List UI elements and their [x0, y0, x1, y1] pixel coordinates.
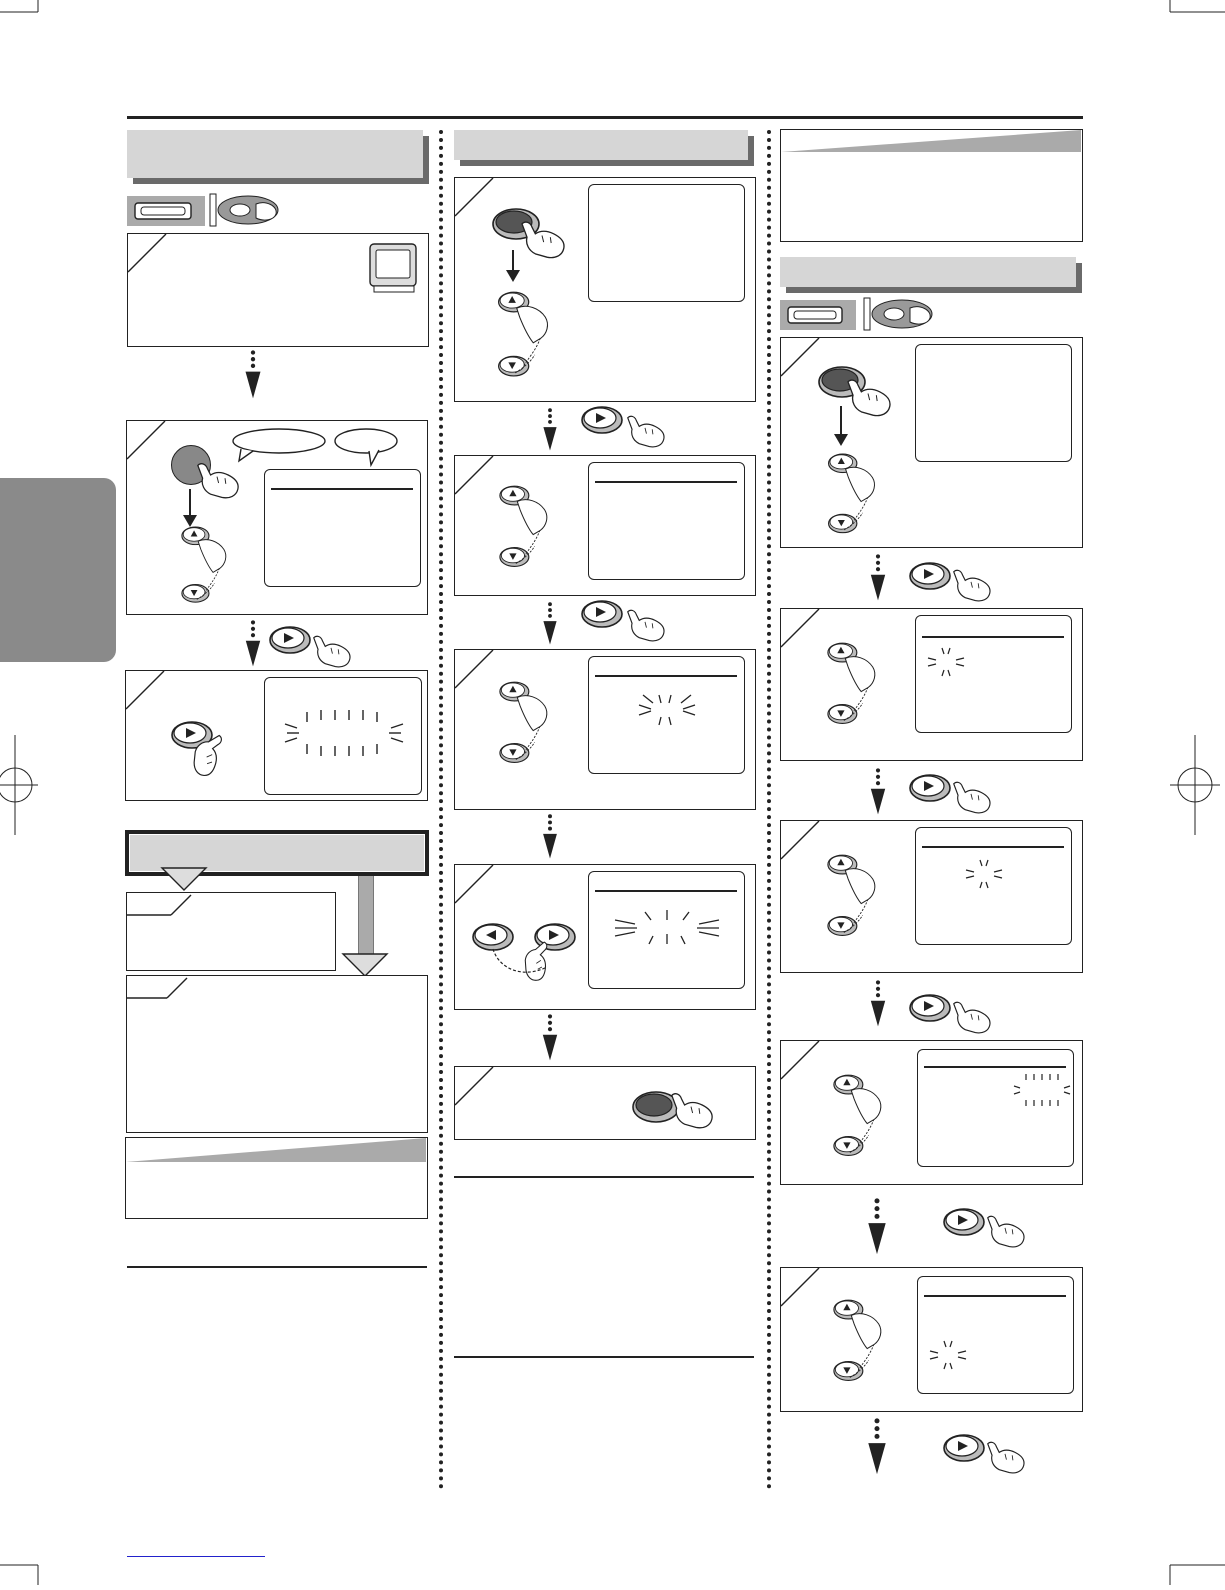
column-separator-2 [767, 130, 771, 1490]
step-corner-line [455, 650, 495, 690]
step-corner-line [781, 1041, 821, 1081]
arrow-head [506, 270, 520, 282]
dotted-down-arrow-icon [868, 980, 888, 1028]
dashed-swipe-line [489, 945, 559, 985]
step-box-3 [125, 670, 428, 801]
dotted-down-arrow-icon [540, 1014, 560, 1062]
top-rule [127, 116, 1083, 119]
dotted-down-arrow-icon [243, 620, 263, 668]
step-box-12 [780, 1040, 1083, 1185]
dotted-down-arrow-icon [540, 602, 560, 646]
blinking-marks-icon [930, 1341, 966, 1369]
arrow-head [834, 434, 848, 446]
step-box-7 [454, 864, 756, 1010]
step-box-4 [454, 177, 756, 402]
step-corner-line [455, 1067, 495, 1107]
speech-bubble-2 [333, 427, 399, 465]
step-corner-line [781, 338, 821, 378]
tv-screen-3 [588, 184, 745, 302]
remote-hand-icon [210, 192, 282, 228]
step-corner-line [781, 821, 821, 861]
crop-mark-top-left [0, 0, 40, 20]
blinking-marks-icon [285, 708, 403, 758]
pressing-hand-icon [302, 632, 360, 668]
tv-screen-9 [915, 827, 1072, 945]
dotted-down-arrow-icon [243, 350, 263, 400]
pressing-hand-icon [942, 778, 1000, 814]
pressing-hand-icon [942, 998, 1000, 1034]
tv-screen-1 [264, 469, 421, 587]
up-down-buttons-icon [491, 680, 571, 774]
tv-screen-10 [917, 1049, 1074, 1167]
step-box-8 [454, 1066, 756, 1140]
step-corner-line [781, 609, 821, 649]
column-separator-1 [439, 130, 443, 1490]
up-down-buttons-icon [819, 452, 899, 544]
dotted-down-arrow-icon [866, 1418, 888, 1476]
step-corner-line [128, 234, 168, 274]
section-header-3 [780, 257, 1076, 287]
up-down-buttons-icon [825, 1073, 905, 1167]
dotted-down-arrow-icon [866, 1198, 888, 1256]
registration-mark-right [1165, 735, 1220, 835]
section-rule-1 [127, 1266, 427, 1268]
up-down-buttons-icon [171, 525, 251, 613]
step-box-2 [126, 420, 428, 615]
up-down-buttons-icon [825, 1298, 905, 1392]
pressing-hand-icon [976, 1212, 1034, 1248]
tv-screen-4 [588, 462, 745, 580]
section-rule-3 [454, 1356, 754, 1358]
up-down-buttons-icon [491, 484, 571, 578]
remote-hand-icon [864, 296, 934, 332]
pressing-hand-icon [185, 730, 236, 781]
step-corner-line [127, 976, 191, 1000]
vcr-icon [127, 196, 205, 226]
blinking-marks-icon [639, 695, 695, 725]
branch-arrow-left [162, 868, 206, 892]
step-box-1 [127, 233, 429, 347]
step-box-6 [454, 649, 756, 810]
footer-link-underline[interactable] [127, 1556, 265, 1557]
section-header-2 [454, 130, 748, 160]
pressing-hand-icon [976, 1438, 1034, 1474]
note-wedge [781, 130, 1081, 154]
screen-title-rule [271, 488, 413, 490]
side-section-tab [0, 478, 116, 662]
screen-title-rule [922, 846, 1064, 848]
step-box-11 [780, 820, 1083, 973]
note-box-2 [780, 129, 1083, 242]
section-rule-2 [454, 1176, 754, 1178]
note-wedge [126, 1138, 426, 1164]
step-corner-line [781, 1268, 821, 1308]
down-arrow-line [840, 406, 842, 436]
step-box-13 [780, 1267, 1083, 1412]
screen-title-rule [595, 890, 737, 892]
step-corner-line [455, 178, 495, 218]
pressing-hand-icon [193, 459, 241, 499]
registration-mark-left [0, 735, 40, 835]
pressing-hand-icon [616, 412, 674, 448]
blinking-marks-icon [1014, 1074, 1070, 1106]
pressing-hand-icon [843, 374, 893, 418]
step-box-5 [454, 455, 756, 596]
pressing-hand-icon [661, 1089, 721, 1129]
branch-box-b [126, 975, 428, 1133]
tv-screen-8 [915, 615, 1072, 733]
tv-screen-2 [264, 677, 422, 795]
pressing-hand-icon [616, 606, 674, 642]
branch-box-a [126, 892, 336, 971]
crop-mark-bottom-left [0, 1565, 40, 1585]
step-box-9 [780, 337, 1083, 548]
tv-icon [368, 242, 420, 296]
dotted-down-arrow-icon [868, 768, 888, 816]
blinking-marks-icon [928, 648, 964, 676]
dotted-down-arrow-icon [540, 814, 560, 860]
blinking-marks-icon [966, 860, 1002, 888]
section-header-1 [127, 130, 423, 178]
tv-screen-6 [588, 871, 745, 989]
dotted-down-arrow-icon [540, 408, 560, 452]
dotted-down-arrow-icon [868, 554, 888, 602]
screen-title-rule [595, 481, 737, 483]
pressing-hand-icon [517, 216, 567, 260]
screen-title-rule [595, 675, 737, 677]
step-corner-line [126, 671, 166, 711]
crop-mark-bottom-right [1170, 1565, 1225, 1585]
tv-screen-5 [588, 656, 745, 774]
step-corner-line [455, 865, 495, 905]
up-down-buttons-icon [819, 853, 899, 947]
screen-title-rule [922, 636, 1064, 638]
step-corner-line [455, 456, 495, 496]
step-corner-line [127, 893, 191, 917]
tv-screen-11 [917, 1276, 1074, 1394]
crop-mark-top-right [1170, 0, 1225, 20]
up-down-buttons-icon [491, 290, 571, 388]
tv-screen-7 [915, 344, 1072, 462]
screen-title-rule [924, 1295, 1066, 1297]
speech-bubble-1 [231, 427, 327, 461]
blinking-marks-icon [615, 908, 719, 948]
up-down-buttons-icon [819, 641, 899, 735]
branch-stem-right [358, 876, 374, 960]
vcr-icon [780, 300, 856, 330]
note-box-1 [125, 1137, 428, 1219]
screen-title-rule [924, 1066, 1066, 1068]
pressing-hand-icon [942, 566, 1000, 602]
step-box-10 [780, 608, 1083, 761]
step-corner-line [127, 421, 167, 461]
